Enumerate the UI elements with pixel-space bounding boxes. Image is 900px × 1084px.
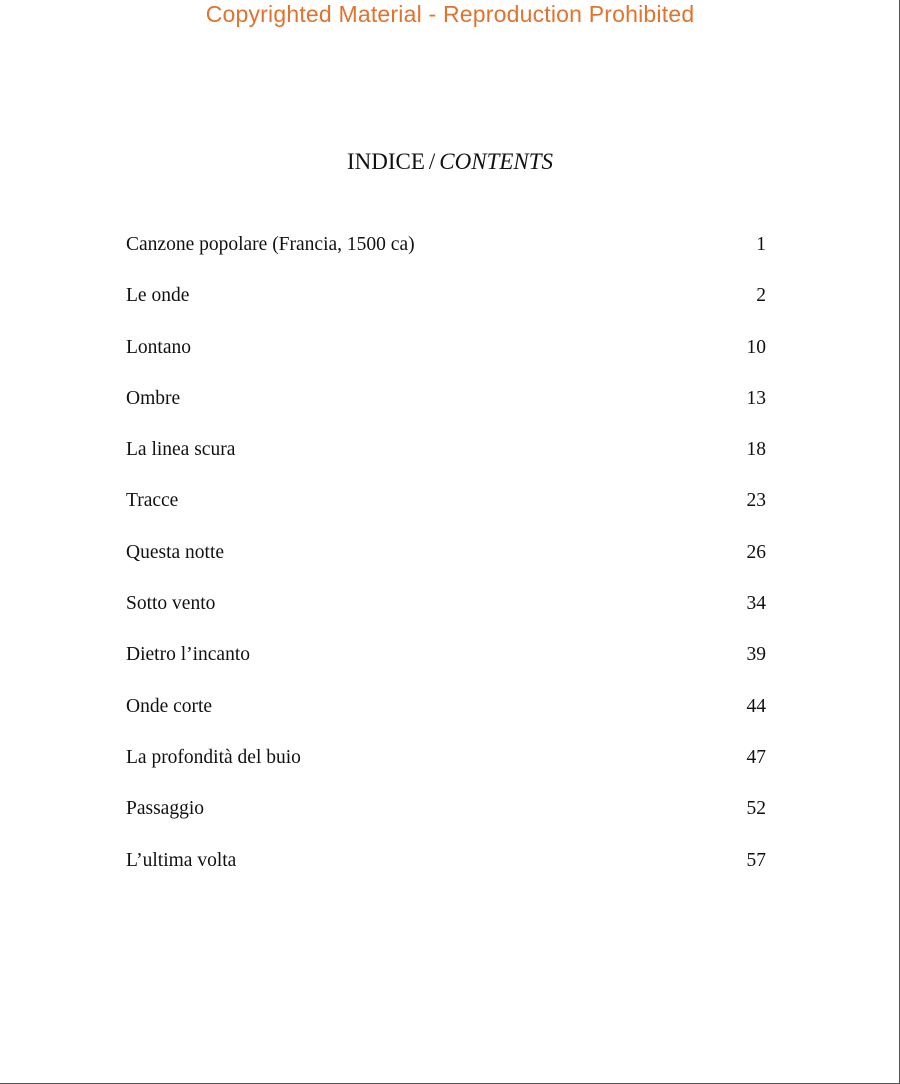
toc-entry	[126, 435, 766, 486]
toc-title: Le onde	[126, 285, 190, 307]
toc-title: Passaggio	[126, 798, 204, 820]
toc-title: Lontano	[126, 336, 191, 358]
toc-title: Ombre	[126, 387, 181, 409]
toc-entry	[126, 794, 766, 845]
contents-heading	[0, 147, 900, 177]
toc-page-number: 26	[746, 541, 766, 563]
toc-title: Sotto vento	[126, 593, 216, 615]
toc-entry	[126, 281, 766, 332]
toc-title: La linea scura	[126, 439, 236, 461]
toc-page-number: 18	[746, 439, 766, 461]
toc-title: Canzone popolare (Francia, 1500 ca)	[126, 234, 415, 255]
table-of-contents	[126, 230, 766, 897]
toc-entry	[126, 538, 766, 589]
toc-page-number: 57	[746, 849, 766, 871]
toc-title: Dietro l’incanto	[126, 644, 250, 666]
toc-page-number: 34	[746, 593, 766, 615]
toc-page-number: 23	[746, 490, 766, 512]
toc-entry	[126, 486, 766, 537]
toc-page-number: 47	[746, 746, 766, 768]
toc-title: La profondità del buio	[126, 746, 301, 768]
copyright-watermark: Copyrighted Material - Reproduction Prohibited	[205, 1, 695, 27]
toc-page-number: 52	[746, 798, 766, 820]
heading-separator: /	[428, 149, 436, 174]
toc-entry	[126, 640, 766, 691]
toc-page-number: 13	[746, 387, 766, 409]
heading-english: CONTENTS	[439, 149, 554, 174]
toc-title: Questa notte	[126, 541, 225, 563]
toc-entry	[126, 846, 766, 897]
toc-title: Tracce	[126, 490, 179, 512]
toc-entry	[126, 692, 766, 743]
toc-page-number: 10	[746, 336, 766, 358]
toc-title: L’ultima volta	[126, 849, 237, 871]
heading-italian: INDICE	[346, 149, 425, 174]
toc-entry	[126, 743, 766, 794]
toc-title: Onde corte	[126, 695, 213, 717]
toc-entry	[126, 589, 766, 640]
toc-page-number: 44	[746, 695, 766, 717]
toc-entry	[126, 333, 766, 384]
toc-entry	[126, 384, 766, 435]
toc-page-number: 39	[746, 644, 766, 666]
toc-entry	[126, 230, 766, 281]
toc-page-number: 2	[756, 285, 766, 307]
toc-page-number: 1	[756, 234, 766, 255]
